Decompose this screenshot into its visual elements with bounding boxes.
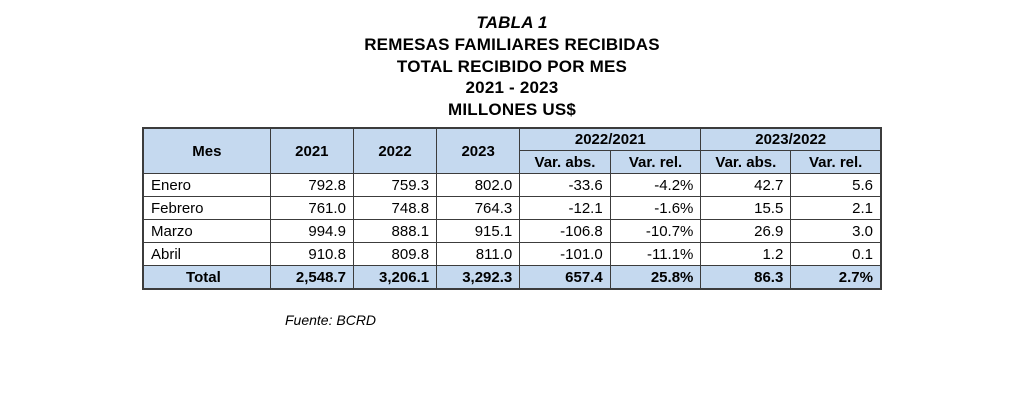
cell-mes: Enero bbox=[143, 174, 270, 197]
cell-var-rel-a: -11.1% bbox=[610, 243, 701, 266]
table-header-row-1 bbox=[143, 128, 881, 151]
title-total-por-mes: TOTAL RECIBIDO POR MES bbox=[396, 56, 628, 76]
cell-var-abs-a: -12.1 bbox=[520, 197, 610, 220]
cell-var-abs-b: 42.7 bbox=[701, 174, 791, 197]
cell-total-2021: 2,548.7 bbox=[270, 266, 353, 289]
cell-total-var-rel-b: 2.7% bbox=[791, 266, 881, 289]
cell-var-abs-a: -101.0 bbox=[520, 243, 610, 266]
cell-var-rel-a: -1.6% bbox=[610, 197, 701, 220]
cell-2023: 764.3 bbox=[437, 197, 520, 220]
cell-total-2023: 3,292.3 bbox=[437, 266, 520, 289]
cell-2022: 809.8 bbox=[353, 243, 436, 266]
header-group-2022-2021: 2022/2021 bbox=[520, 128, 701, 151]
cell-2022: 759.3 bbox=[353, 174, 436, 197]
cell-var-rel-a: -10.7% bbox=[610, 220, 701, 243]
cell-2021: 761.0 bbox=[270, 197, 353, 220]
header-var-rel-2022-2021: Var. rel. bbox=[610, 151, 701, 174]
table-title-block bbox=[0, 0, 1024, 121]
header-group-2023-2022: 2023/2022 bbox=[701, 128, 881, 151]
header-var-abs-2022-2021: Var. abs. bbox=[520, 151, 610, 174]
remesas-table bbox=[142, 127, 882, 290]
table-row bbox=[143, 197, 881, 220]
title-remesas: REMESAS FAMILIARES RECIBIDAS bbox=[364, 34, 660, 54]
table-head bbox=[143, 128, 881, 174]
remesas-table-wrap bbox=[142, 127, 882, 290]
cell-mes: Marzo bbox=[143, 220, 270, 243]
cell-var-abs-b: 15.5 bbox=[701, 197, 791, 220]
table-total-row bbox=[143, 266, 881, 289]
cell-var-abs-a: -106.8 bbox=[520, 220, 610, 243]
cell-var-rel-b: 3.0 bbox=[791, 220, 881, 243]
cell-2023: 802.0 bbox=[437, 174, 520, 197]
table-row bbox=[143, 174, 881, 197]
cell-2022: 748.8 bbox=[353, 197, 436, 220]
cell-2021: 792.8 bbox=[270, 174, 353, 197]
header-mes: Mes bbox=[143, 128, 270, 174]
cell-2023: 811.0 bbox=[437, 243, 520, 266]
cell-var-abs-b: 1.2 bbox=[701, 243, 791, 266]
table-row bbox=[143, 243, 881, 266]
table-body bbox=[143, 174, 881, 289]
header-var-rel-2023-2022: Var. rel. bbox=[791, 151, 881, 174]
cell-mes: Febrero bbox=[143, 197, 270, 220]
cell-2023: 915.1 bbox=[437, 220, 520, 243]
cell-mes: Abril bbox=[143, 243, 270, 266]
cell-2022: 888.1 bbox=[353, 220, 436, 243]
cell-2021: 910.8 bbox=[270, 243, 353, 266]
header-2022: 2022 bbox=[353, 128, 436, 174]
cell-var-rel-b: 5.6 bbox=[791, 174, 881, 197]
table-row bbox=[143, 220, 881, 243]
cell-2021: 994.9 bbox=[270, 220, 353, 243]
cell-total-2022: 3,206.1 bbox=[353, 266, 436, 289]
title-tabla-1: TABLA 1 bbox=[476, 13, 548, 32]
source-note: Fuente: BCRD bbox=[285, 311, 377, 328]
cell-total-var-abs-a: 657.4 bbox=[520, 266, 610, 289]
cell-var-rel-b: 0.1 bbox=[791, 243, 881, 266]
title-years: 2021 - 2023 bbox=[465, 78, 559, 98]
cell-total-label: Total bbox=[143, 266, 270, 289]
cell-total-var-abs-b: 86.3 bbox=[701, 266, 791, 289]
cell-var-rel-b: 2.1 bbox=[791, 197, 881, 220]
cell-total-var-rel-a: 25.8% bbox=[610, 266, 701, 289]
title-units: MILLONES US$ bbox=[447, 100, 577, 119]
cell-var-abs-a: -33.6 bbox=[520, 174, 610, 197]
cell-var-rel-a: -4.2% bbox=[610, 174, 701, 197]
header-2021: 2021 bbox=[270, 128, 353, 174]
header-2023: 2023 bbox=[437, 128, 520, 174]
header-var-abs-2023-2022: Var. abs. bbox=[701, 151, 791, 174]
cell-var-abs-b: 26.9 bbox=[701, 220, 791, 243]
